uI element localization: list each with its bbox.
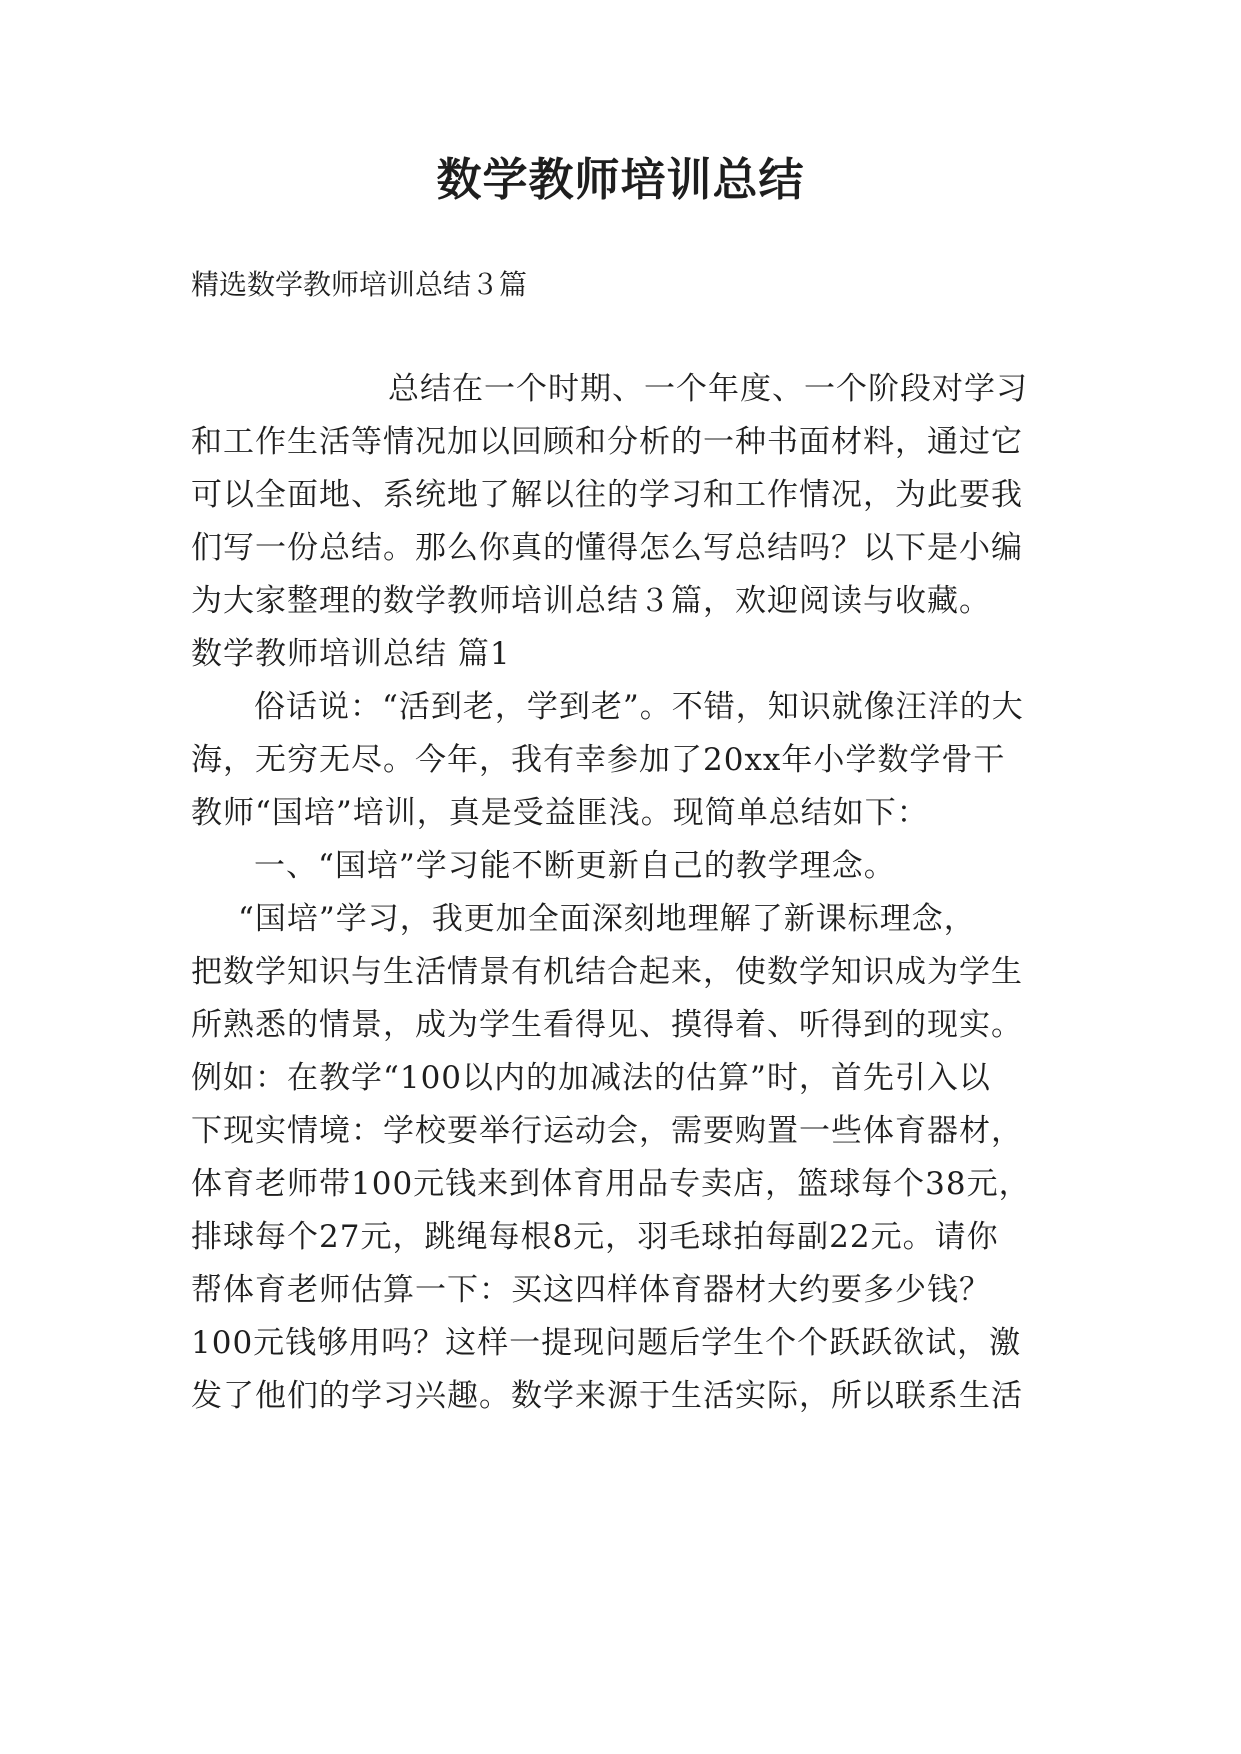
text-line: 下现实情境：学校要举行运动会，需要购置一些体育器材， <box>191 1113 1023 1149</box>
text-line: 可以全面地、系统地了解以往的学习和工作情况，为此要我 <box>191 477 1023 513</box>
text-line: 帮体育老师估算一下：买这四样体育器材大约要多少钱？ <box>191 1272 991 1308</box>
document-title: 数学教师培训总结 <box>436 153 805 206</box>
text-line: 发了他们的学习兴趣。数学来源于生活实际，所以联系生活 <box>191 1378 1023 1414</box>
text-line: 教师“国培”培训，真是受益匪浅。现简单总结如下： <box>191 795 929 831</box>
text-line: 体育老师带100元钱来到体育用品专卖店，篮球每个38元， <box>191 1166 1031 1202</box>
text-line: 排球每个27元，跳绳每根8元，羽毛球拍每副22元。请你 <box>191 1219 999 1255</box>
text-line: 所熟悉的情景，成为学生看得见、摸得着、听得到的现实。 <box>191 1007 1023 1043</box>
subsection-heading: 一、“国培”学习能不断更新自己的教学理念。 <box>254 848 896 884</box>
text-line: 和工作生活等情况加以回顾和分析的一种书面材料，通过它 <box>191 424 1023 460</box>
text-line: 例如：在教学“100以内的加减法的估算”时，首先引入以 <box>191 1060 991 1096</box>
text-line: 为大家整理的数学教师培训总结３篇，欢迎阅读与收藏。 <box>191 583 991 619</box>
text-line: 俗话说：“活到老，学到老”。不错，知识就像汪洋的大 <box>254 689 1024 725</box>
text-line: “国培”学习，我更加全面深刻地理解了新课标理念， <box>238 901 976 937</box>
text-line: 总结在一个时期、一个年度、一个阶段对学习 <box>388 371 1028 407</box>
text-line: 海，无穷无尽。今年，我有幸参加了20xx年小学数学骨干 <box>191 742 1006 778</box>
text-line: 100元钱够用吗？这样一提现问题后学生个个跃跃欲试，激 <box>191 1325 1022 1361</box>
text-line: 们写一份总结。那么你真的懂得怎么写总结吗？以下是小编 <box>191 530 1023 566</box>
document-subtitle: 精选数学教师培训总结３篇 <box>191 268 528 301</box>
section-heading: 数学教师培训总结 篇1 <box>191 636 511 672</box>
text-line: 把数学知识与生活情景有机结合起来，使数学知识成为学生 <box>191 954 1023 990</box>
